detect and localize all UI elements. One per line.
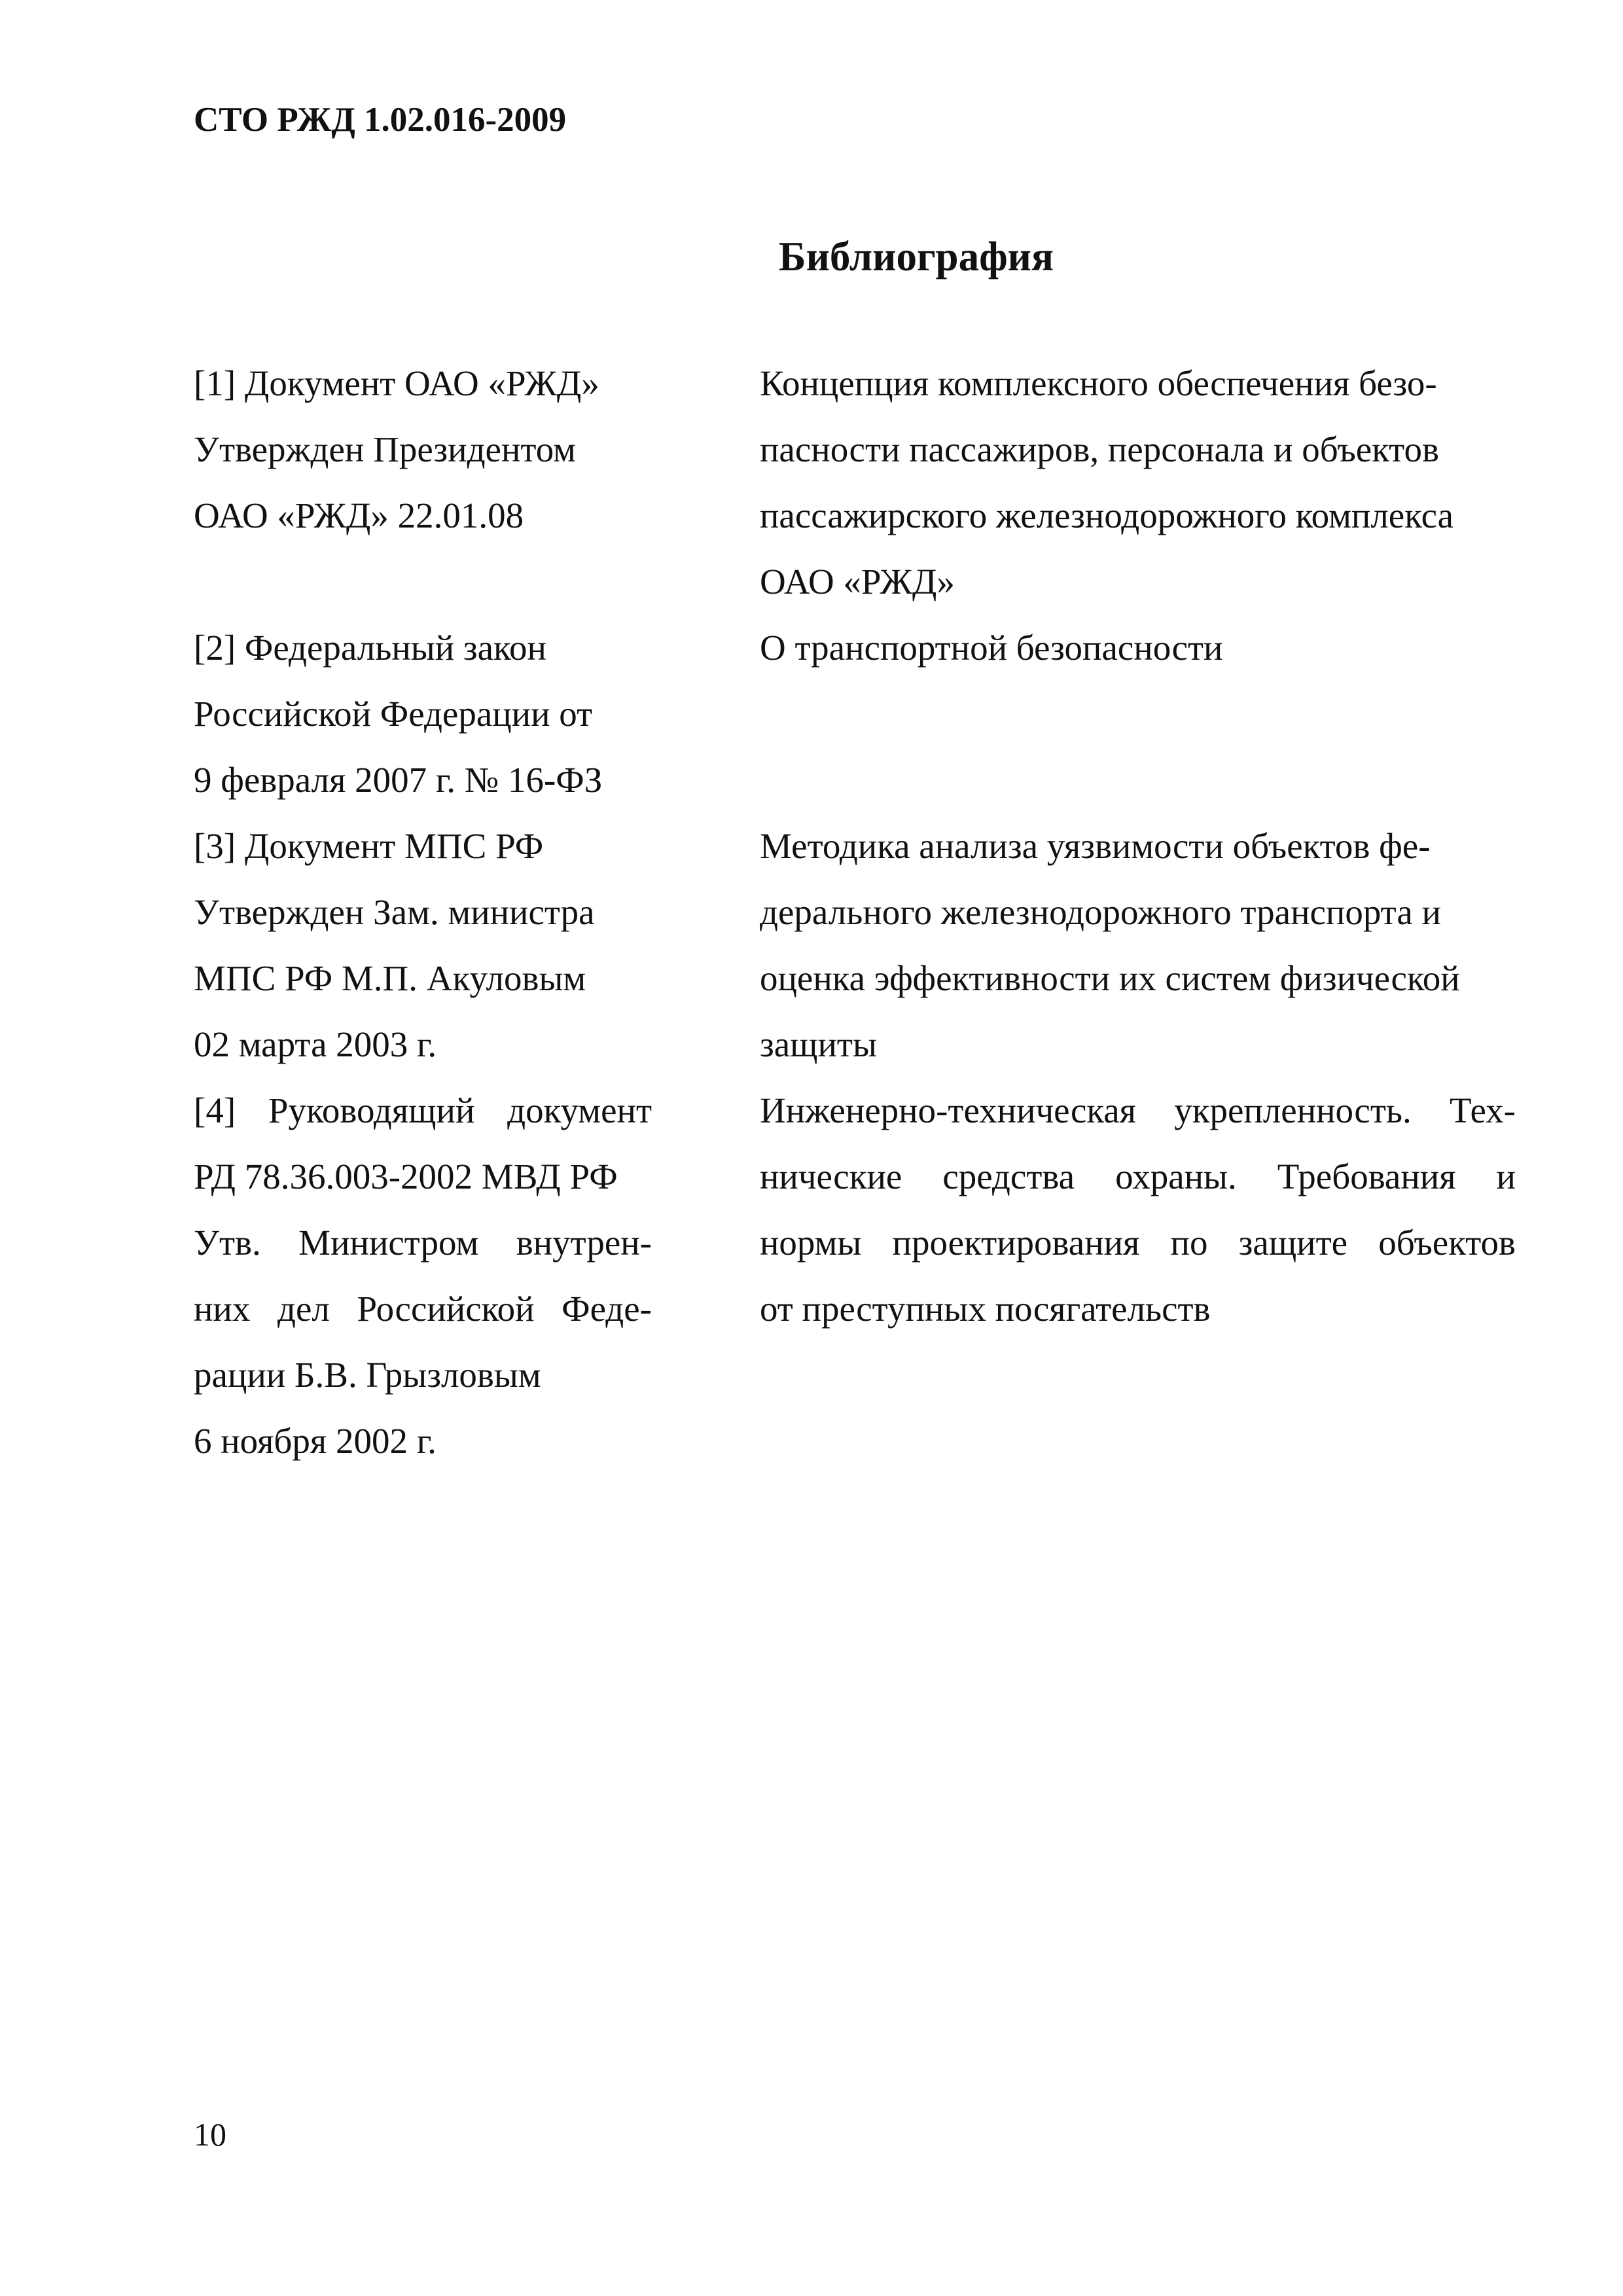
entry-2-source <box>194 615 652 813</box>
entry-4-source-line-4: них дел Российской Феде- <box>194 1289 652 1329</box>
entry-3-title <box>760 813 1516 1077</box>
entry-1-title <box>760 350 1516 615</box>
entry-3-source-line-2: Утвержден Зам. министра <box>194 892 595 932</box>
entry-1-source <box>194 350 652 615</box>
entry-1-source-line-1: [1] Документ ОАО «РЖД» <box>194 363 599 403</box>
entry-4-source-line-6: 6 ноября 2002 г. <box>194 1421 437 1461</box>
entry-3-source-line-3: МПС РФ М.П. Акуловым <box>194 958 586 998</box>
entry-4-title-line-3: нормы проектирования по защите объектов <box>760 1223 1516 1263</box>
bibliography-entry-1 <box>194 350 1516 615</box>
entry-2-title <box>760 615 1516 813</box>
entry-4-source-line-5: рации Б.В. Грызловым <box>194 1355 541 1395</box>
entry-4-source-line-1: [4] Руководящий документ <box>194 1090 652 1130</box>
entry-3-title-line-4: защиты <box>760 1024 877 1064</box>
entry-2-source-line-2: Российской Федерации от <box>194 694 593 734</box>
entry-4-source <box>194 1077 652 1474</box>
entry-3-source-line-1: [3] Документ МПС РФ <box>194 826 544 866</box>
entry-1-title-line-2: пасности пассажиров, персонала и объектов <box>760 429 1439 469</box>
bibliography-list <box>194 350 1516 1474</box>
entry-1-source-line-2: Утвержден Президентом <box>194 429 576 469</box>
entry-3-source <box>194 813 652 1077</box>
entry-4-title-line-1: Инженерно-техническая укрепленность. Тех- <box>760 1090 1516 1130</box>
page-number: 10 <box>194 2116 226 2153</box>
entry-1-title-line-1: Концепция комплексного обеспечения безо- <box>760 363 1437 403</box>
entry-1-title-line-4: ОАО «РЖД» <box>760 562 955 601</box>
entry-4-source-line-2: РД 78.36.003-2002 МВД РФ <box>194 1157 618 1196</box>
entry-4-title <box>760 1077 1516 1474</box>
entry-2-title-line-1: О транспортной безопасности <box>760 628 1223 668</box>
entry-3-title-line-1: Методика анализа уязвимости объектов фе- <box>760 826 1431 866</box>
entry-3-title-line-3: оценка эффективности их систем физической <box>760 958 1460 998</box>
entry-3-title-line-2: дерального железнодорожного транспорта и <box>760 892 1441 932</box>
page-title: Библиография <box>778 234 1054 279</box>
entry-2-source-line-3: 9 февраля 2007 г. № 16-ФЗ <box>194 760 603 800</box>
document-code: СТО РЖД 1.02.016-2009 <box>194 101 567 139</box>
entry-4-title-line-4: от преступных посягательств <box>760 1289 1211 1329</box>
entry-3-source-line-4: 02 марта 2003 г. <box>194 1024 437 1064</box>
entry-4-source-line-3: Утв. Министром внутрен- <box>194 1223 652 1263</box>
entry-1-source-line-3: ОАО «РЖД» 22.01.08 <box>194 495 524 535</box>
entry-2-source-line-1: [2] Федеральный закон <box>194 628 546 668</box>
bibliography-entry-4 <box>194 1077 1516 1474</box>
bibliography-entry-3 <box>194 813 1516 1077</box>
bibliography-entry-2 <box>194 615 1516 813</box>
entry-1-title-line-3: пассажирского железнодорожного комплекса <box>760 495 1454 535</box>
entry-4-title-line-2: нические средства охраны. Требования и <box>760 1157 1516 1196</box>
